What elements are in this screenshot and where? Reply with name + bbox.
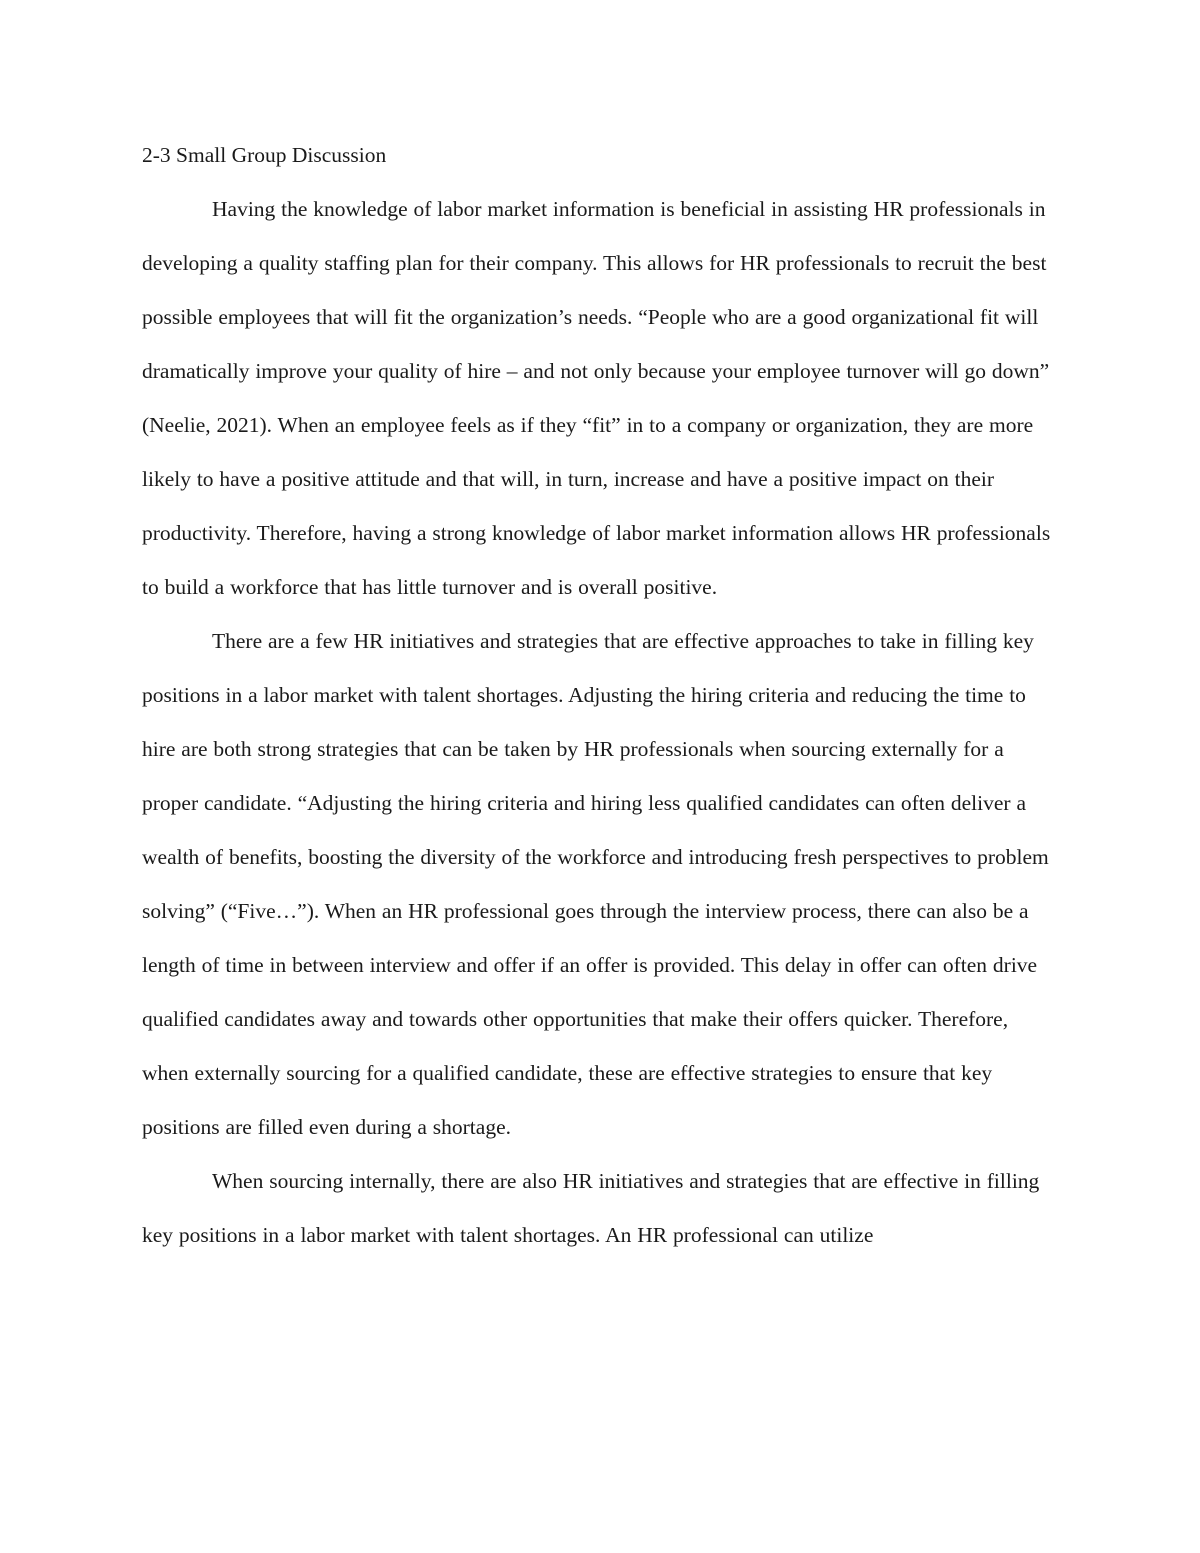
paragraph-labor-market-info: Having the knowledge of labor market information is beneficial in assisting HR professionals in developing a quality staffing plan for their company. This allows for HR professionals to recruit the best possible employees that will fit the organization’s needs. “People who are a good organizational fit will dramatically improve your quality of hire – and not only because your employee turnover will go down” (Neelie, 2021). When an employee feels as if they “fit” in to a company or organization, they are more likely to have a positive attitude and that will, in turn, increase and have a positive impact on their productivity. Therefore, having a strong knowledge of labor market information allows HR professionals to build a workforce that has little turnover and is overall positive. bbox=[142, 197, 1051, 599]
paragraph-internal-sourcing: When sourcing internally, there are also HR initiatives and strategies that are effective in filling key positions in a labor market with talent shortages. An HR professional can utilize bbox=[142, 1169, 1040, 1247]
document-title: 2-3 Small Group Discussion bbox=[142, 143, 387, 167]
paragraph-external-sourcing: There are a few HR initiatives and strategies that are effective approaches to take in filling key positions in a labor market with talent shortages. Adjusting the hiring criteria and reducing the time to hire are both strong strategies that can be taken by HR professionals when sourcing externally for a proper candidate. “Adjusting the hiring criteria and hiring less qualified candidates can often deliver a wealth of benefits, boosting the diversity of the workforce and introducing fresh perspectives to problem solving” (“Five…”). When an HR professional goes through the interview process, there can also be a length of time in between interview and offer if an offer is provided. This delay in offer can often drive qualified candidates away and towards other opportunities that make their offers quicker. Therefore, when externally sourcing for a qualified candidate, these are effective strategies to ensure that key positions are filled even during a shortage. bbox=[142, 629, 1049, 1139]
document-body bbox=[142, 128, 1058, 1262]
